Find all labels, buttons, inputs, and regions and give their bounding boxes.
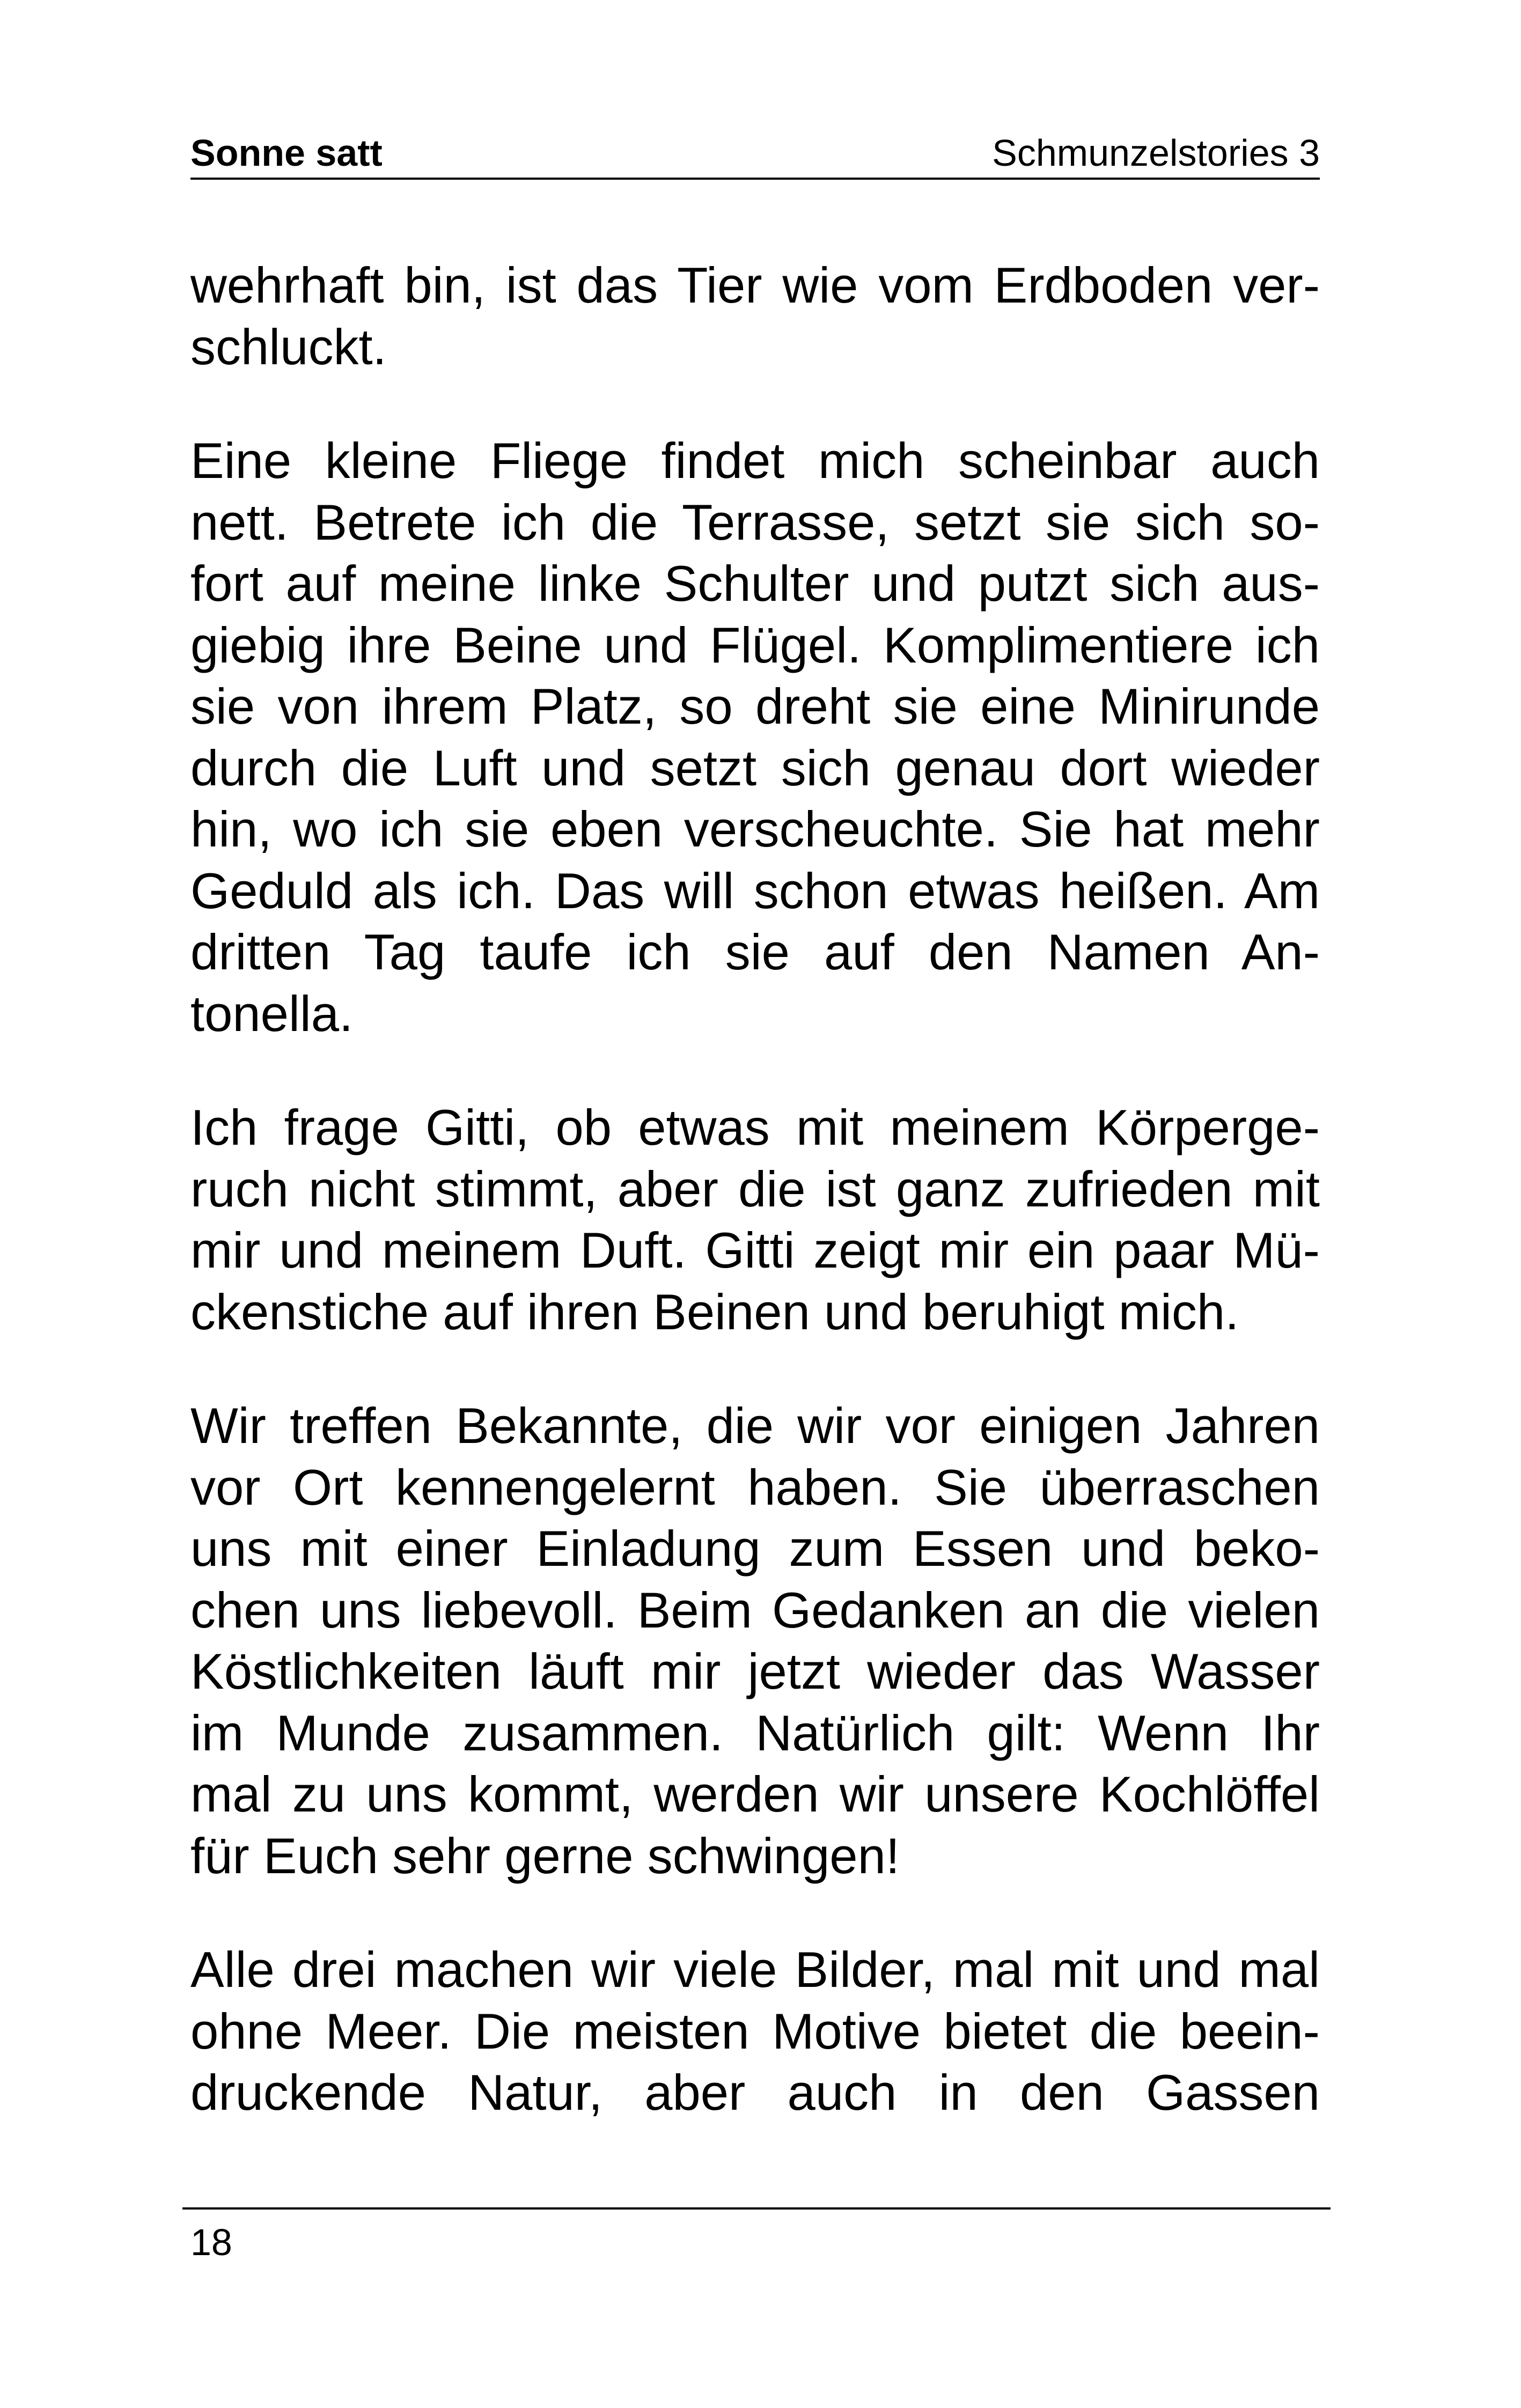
text-line: Alle drei machen wir viele Bilder, mal mit und mal [190,1941,1320,1998]
text-line: fort auf meine linke Schulter und putzt sich aus- [190,555,1320,612]
text-line: nett. Betrete ich die Terrasse, setzt sie sich so- [190,494,1320,550]
text-line: ckenstiche auf ihren Beinen und beruhigt mich. [190,1283,1239,1340]
text-line: schluckt. [190,318,387,375]
paragraph [190,1939,1320,2124]
text-line: tonella. [190,985,354,1042]
text-line: wehrhaft bin, ist das Tier wie vom Erdboden ver- [190,257,1320,313]
text-line: druckende Natur, aber auch in den Gassen [190,2064,1320,2120]
text-line: giebig ihre Beine und Flügel. Komplimentiere ich [190,616,1320,673]
text-line: Ich frage Gitti, ob etwas mit meinem Körperge- [190,1099,1320,1155]
paragraph [190,1395,1320,1887]
body-text [190,255,1320,2124]
footer-rule [182,2207,1331,2210]
text-line: durch die Luft und setzt sich genau dort wieder [190,739,1320,796]
text-line: ruch nicht stimmt, aber die ist ganz zufrieden mit [190,1160,1320,1217]
text-line: im Munde zusammen. Natürlich gilt: Wenn Ihr [190,1704,1320,1761]
text-line: ohne Meer. Die meisten Motive bietet die beein- [190,2002,1320,2059]
text-line: mir und meinem Duft. Gitti zeigt mir ein paar Mü- [190,1222,1320,1278]
text-line: für Euch sehr gerne schwingen! [190,1827,900,1884]
chapter-title: Sonne satt [190,132,383,174]
text-line: sie von ihrem Platz, so dreht sie eine Minirunde [190,678,1320,734]
book-title: Schmunzelstories 3 [992,132,1320,174]
text-line: dritten Tag taufe ich sie auf den Namen An- [190,924,1320,980]
text-line: uns mit einer Einladung zum Essen und beko- [190,1520,1320,1577]
text-line: Geduld als ich. Das will schon etwas heißen. Am [190,862,1320,919]
text-line: hin, wo ich sie eben verscheuchte. Sie hat mehr [190,801,1320,857]
paragraph [190,1097,1320,1343]
text-line: Wir treffen Bekannte, die wir vor einigen Jahren [190,1397,1320,1454]
text-line: chen uns liebevoll. Beim Gedanken an die vielen [190,1581,1320,1638]
page-number: 18 [190,2221,232,2263]
text-line: mal zu uns kommt, werden wir unsere Kochlöffel [190,1766,1320,1822]
running-header [190,126,1320,180]
text-line: Köstlichkeiten läuft mir jetzt wieder das Wasser [190,1643,1320,1699]
paragraph [190,430,1320,1044]
text-line: Eine kleine Fliege findet mich scheinbar auch [190,432,1320,489]
paragraph [190,255,1320,378]
text-line: vor Ort kennengelernt haben. Sie überraschen [190,1459,1320,1515]
